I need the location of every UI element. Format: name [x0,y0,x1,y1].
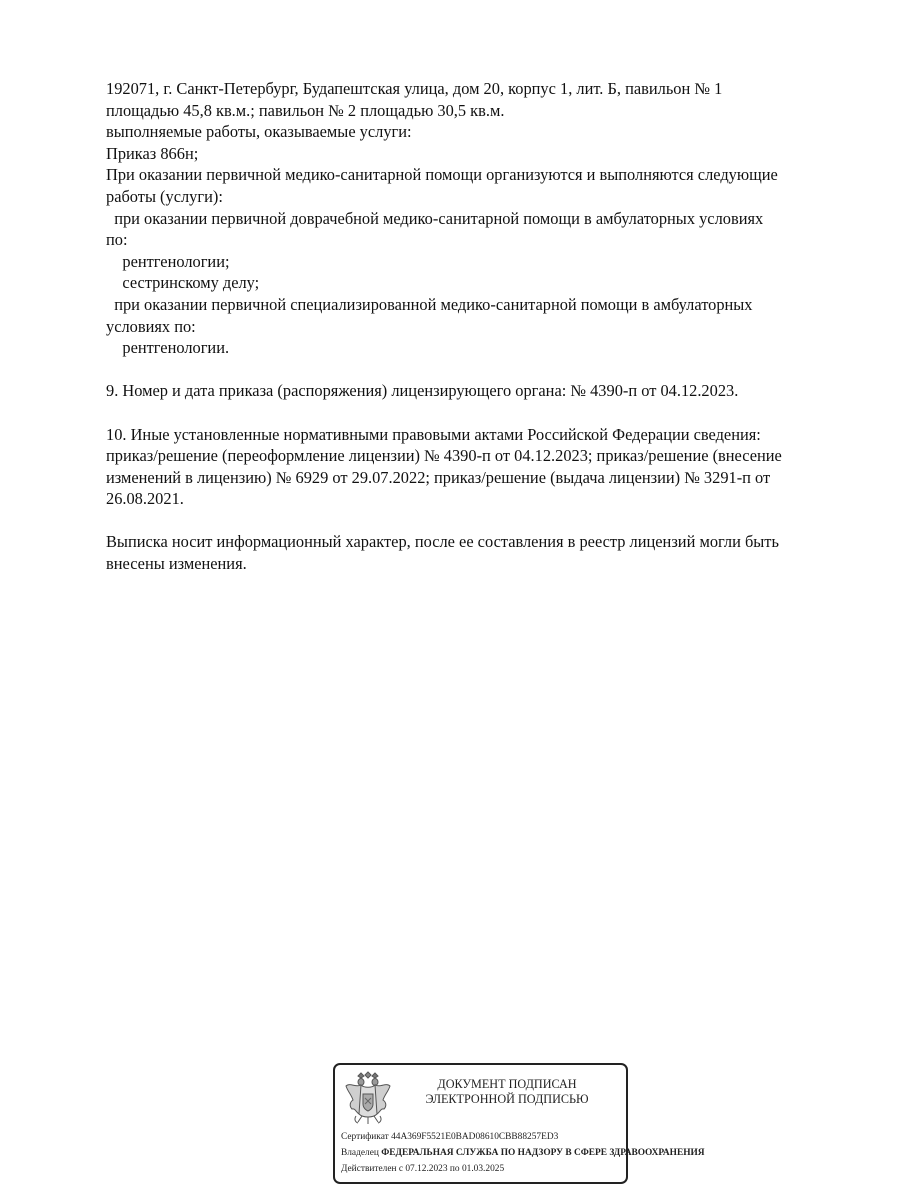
works-header: выполняемые работы, оказываемые услуги: [106,122,412,142]
address-line-1: 192071, г. Санкт-Петербург, Будапештская улица, дом 20, корпус 1, лит. Б, павильон № 1 [106,79,723,98]
valid-from-label: Действителен с [341,1164,404,1174]
service-item: рентгенологии; [106,251,230,271]
electronic-signature-stamp [333,1063,705,1184]
section-9-order-number: 9. Номер и дата приказа (распоряжения) лицензирующего органа: № 4390-п от 04.12.2023. [106,381,739,401]
service-item: сестринскому делу; [106,273,260,293]
specialized-care-1: при оказании первичной специализированной медико-санитарной помощи в амбулаторных [106,294,753,314]
certificate-label: Сертификат [341,1132,389,1142]
owner-row [341,1147,705,1159]
valid-to-date: 01.03.2025 [461,1164,505,1174]
validity-row [341,1163,504,1175]
stamp-title [397,1077,617,1107]
section-10-line-1: 10. Иные установленные нормативными правовыми актами Российской Федерации сведения: [106,424,761,444]
disclaimer-line-2: внесены изменения. [106,554,247,574]
specialized-care-2: условиях по: [106,316,196,336]
valid-to-label: по [449,1164,460,1174]
primary-care-intro-2: работы (услуги): [106,186,223,206]
prehospital-care-2: по: [106,230,128,250]
stamp-title-line-1: ДОКУМЕНТ ПОДПИСАН [437,1077,577,1091]
section-10-line-3: изменений в лицензию) № 6929 от 29.07.2022; приказ/решение (выдача лицензии) № 3291-п от [106,467,771,487]
stamp-title-line-2: ЭЛЕКТРОННОЙ ПОДПИСЬЮ [425,1092,589,1106]
certificate-value: 44A369F5521E0BAD08610CBB88257ED3 [391,1132,559,1142]
order-reference: Приказ 866н; [106,143,199,163]
address-line-2: площадью 45,8 кв.м.; павильон № 2 площадью 30,5 кв.м. [106,100,505,120]
primary-care-intro-1: При оказании первичной медико-санитарной помощи организуются и выполняются следующие [106,165,778,185]
russian-coat-of-arms-icon [344,1072,392,1126]
license-extract-text [106,78,866,575]
prehospital-care-1: при оказании первичной доврачебной медико-санитарной помощи в амбулаторных условиях [106,208,764,228]
certificate-row [341,1131,558,1143]
section-10-line-2: приказ/решение (переоформление лицензии) № 4390-п от 04.12.2023; приказ/решение (внесение [106,446,782,466]
owner-label: Владелец [341,1148,379,1158]
owner-value: ФЕДЕРАЛЬНАЯ СЛУЖБА ПО НАДЗОРУ В СФЕРЕ ЗДРАВООХРАНЕНИЯ [381,1148,705,1158]
service-item: рентгенологии. [106,338,230,358]
valid-from-date: 07.12.2023 [405,1164,448,1174]
section-10-line-4: 26.08.2021. [106,489,184,509]
disclaimer-line-1: Выписка носит информационный характер, после ее составления в реестр лицензий могли быть [106,532,779,552]
